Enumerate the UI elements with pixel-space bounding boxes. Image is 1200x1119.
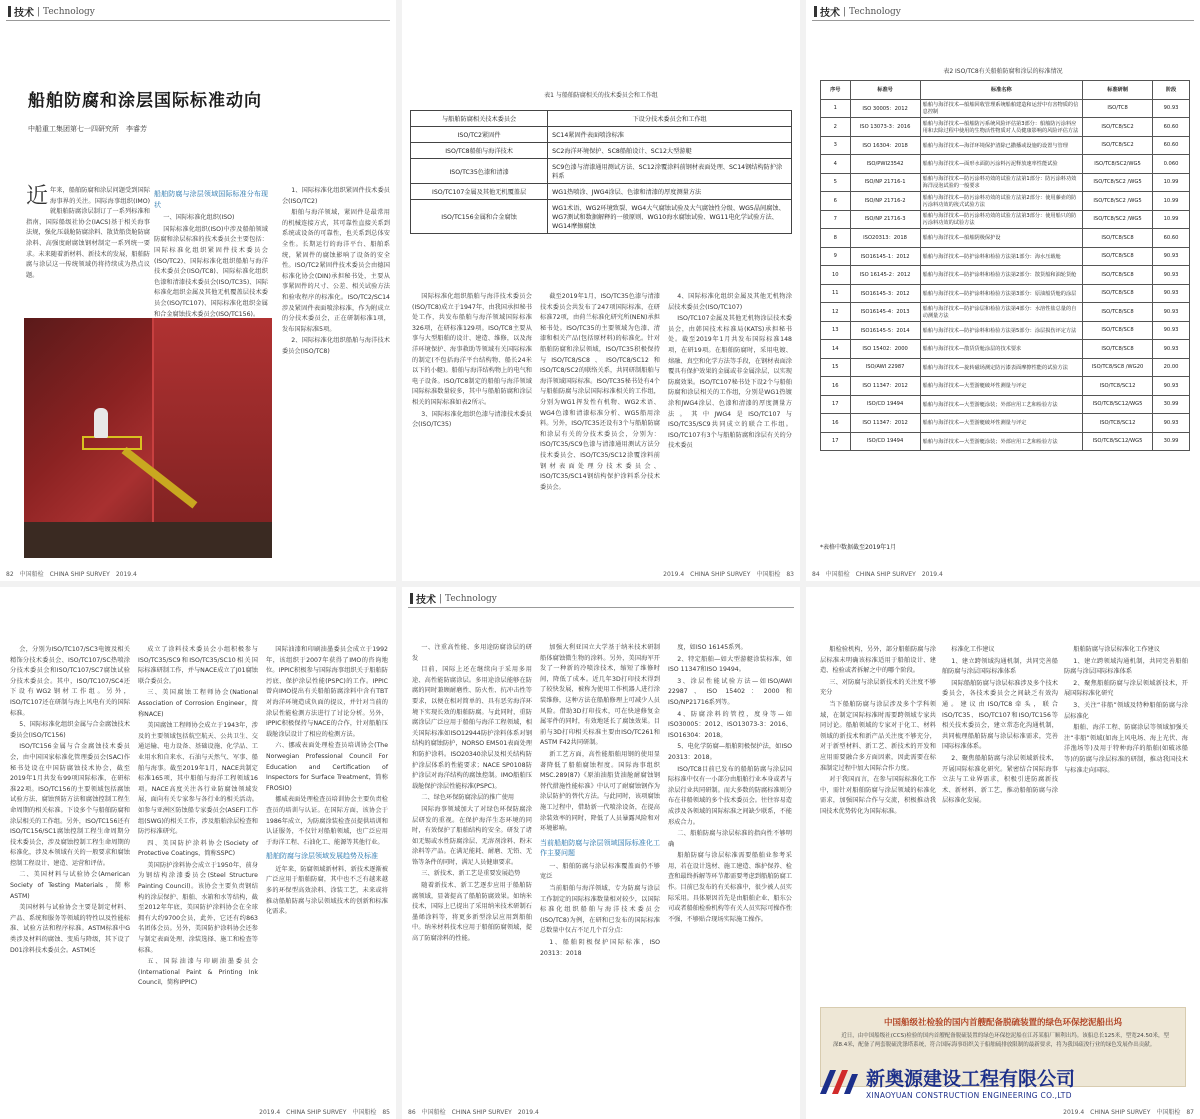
- table-cell: 13: [821, 321, 851, 340]
- ship-hull-painting-photo: [24, 318, 272, 558]
- table-cell: ISO 11347：2012: [850, 377, 920, 396]
- intro-text: 近年来，船舶防腐和涂层问题受到国际海事界的关注。国际海事组织(IMO)就船舶防腐涂层制订了一系列标准和指南，国际船级社协会(IACS)基于相关海事法规，强化压载舱防腐涂料、散货船货舱防腐涂料、高强度耐腐蚀钢材制定一系列统一要求。未来随着新材料、新技术的发展，船舶防腐与涂层这一传统领域仍将持续成为热点议题。: [26, 184, 150, 279]
- table-1: [410, 110, 792, 234]
- table-cell: 船舶与海洋技术—防污涂料功效的试验方法第3部分：使用船只的防污涂料功效的试验方法: [920, 210, 1082, 229]
- page-85: [0, 587, 396, 1119]
- news-body: 近日，由中国船级社(CCS)检验的国内首艘配备脱硫装置的绿色环保挖泥船在江苏某船厂顺利出坞。该船总长125米，型宽24.50米，型深8.4米，配备了两套脱硫洗涤塔系统，符合国际海事组织关于船舶硫排放限制的最新要求，将为我国疏浚行业的绿色发展作出贡献。: [833, 1033, 1169, 1048]
- table-row: [821, 266, 1190, 285]
- table-cell: ISO/TC8/SC8: [1082, 284, 1152, 303]
- article-byline: 中船重工集团第七一四研究所 李睿芳: [28, 125, 147, 133]
- table-cell: ISO/TC8/SC8: [1082, 321, 1152, 340]
- table-cell: ISO/TC8/SC2: [1082, 136, 1152, 155]
- col-3: 船舶防腐与涂层标准化工作建议 1、建立跨领域沟通机制，共同完善船舶防腐与涂层国际标准体系 2、聚焦船舶防腐与涂层领域新技术，开展国际标准化研究 3、关注“非船”领域及特种船舶防腐与涂层标准化 船舶、海洋工程、防腐涂层等领域加强关注“非船”领域(如海上风电场、海上光伏、海洋渔场等)及用于特种海洋的船舶(如破冰船等)的防腐与涂层标准的研制，推动我国技术与标准走向国际。: [1064, 646, 1188, 774]
- section-header: 技术 | Technology: [814, 4, 901, 19]
- section-header: 技术 | Technology: [410, 591, 497, 606]
- table-cell: 0.060: [1153, 155, 1190, 174]
- table-cell: 10.99: [1153, 173, 1190, 192]
- table-cell: 船舶与海洋技术—旋转磁场测定防污漆表面摩擦性能的试验方法: [920, 358, 1082, 377]
- col-3: 1、国际标准化组织紧固件技术委员会(ISO/TC2) 船舶与海洋领域，紧固件是最常用的机械连接方式，其可靠性直接关系到系统或设备的可靠性，也关系到总体安全性。长期运行的海洋平台、船舶系统，紧固件的腐蚀影响了设备的安全性。ISO/TC2紧固件技术委员会由德国标准化协会(DIN)承担秘书处，主要从事紧固件的尺寸、公差、相关试验方法和验收程序的标准化。ISO/TC2/SC14涉及紧固件表面喷涂标准，作为附成立的分技术委员会，正在研制标准1项，发布国际标准5项。 2、国际标准化组织船舶与海洋技术委员会(ISO/TC8): [282, 187, 390, 355]
- table-cell: ISO/NP 21716-3: [850, 210, 920, 229]
- col-2: 成立了涂料技术委员会小组积极参与ISO/TC35/SC9和ISO/TC35/SC10相关国际标准研制工作，并与NACE成立了J01腐蚀联合委员会。 三、美国腐蚀工程师协会(National Association of Corrosion Engineer，简称NACE) 美国腐蚀工程师协会成立于1943年，涉及的主要领域包括航空航天、公共卫生、交通运输、电力设备、基础设施、化学品、工业用水和自来水、石油与天然气、军事、船舶与海事。截至2019年1月，NACE共制定标准165项，其中船舶与海洋工程领域16项。NACE高度关注各行业防腐蚀领域发展，面向有关专家参与各行业的相关活动。如参与亚洲区防蚀船专家委员会(ASEF)工作组(SWG)的相关工作，涉及船舶涂层检查和防污标准研究。 四、美国防护涂料协会(Society of Protective Coatings，简称SSPC) 美国防护涂料协会成立于1950年，前身为钢结构涂漆委员会(Steel Structure Painting Council)。该协会主要负责钢结构的涂层保护、船舶、水箱和水等结构，截至2012年年底，美国防护涂料协会在全球拥有大约9700会员，此外，它还有约863名团体会员。另外，美国防护涂料协会还参与制定表面处理、涂装选择、施工和检查等标准。 五、国际油漆与印刷油墨委员会(International Paint & Printing Ink Council，简称IPPIC): [138, 646, 258, 987]
- table-row: [821, 192, 1190, 211]
- table-cell: 14: [821, 340, 851, 359]
- table-cell: ISO 13073-3：2016: [850, 118, 920, 137]
- table-cell: 60.60: [1153, 118, 1190, 137]
- table-row: [821, 155, 1190, 174]
- table-cell: 船舶与海洋技术—防护涂料和检验方法第2部分：散货船和油轮货舱: [920, 266, 1082, 285]
- table-cell: ISO/TC8/SC8: [1082, 303, 1152, 322]
- table-row: [821, 210, 1190, 229]
- table-cell: 10.99: [1153, 192, 1190, 211]
- table-cell: ISO/TC8: [1082, 99, 1152, 118]
- table-cell: ISO/TC8/SC8: [1082, 229, 1152, 248]
- page-86: [402, 587, 800, 1119]
- table-cell: 90.93: [1153, 377, 1190, 396]
- table-cell: 船舶与海洋技术—防护涂料和检验方法第1部分：海水压载舱: [920, 247, 1082, 266]
- table-row: [821, 118, 1190, 137]
- table-cell: 90.93: [1153, 284, 1190, 303]
- table-cell: 90.93: [1153, 247, 1190, 266]
- table-cell: ISO/TC8/SC2 /WG5: [1082, 210, 1152, 229]
- table-cell: 60.60: [1153, 136, 1190, 155]
- table-cell: ISO/TC8/SC12/WG5: [1082, 395, 1152, 414]
- table-cell: ISO/TC8/SC12: [1082, 414, 1152, 433]
- footer: 86 中国船检 CHINA SHIP SURVEY 2019.4: [408, 1109, 539, 1116]
- table-cell: 船舶与海洋技术—防污涂料功效的试验方法第2部分：使用藤壶的防污涂料功效的筏式试验方法: [920, 192, 1082, 211]
- table-cell: ISO/PWI23542: [850, 155, 920, 174]
- col-2: 船舶防腐与涂层领域国际标准分布现状 一、国际标准化组织(ISO) 国际标准化组织(ISO)中涉及船舶领域防腐和涂层标准的技术委员会主要包括：国际标准化组织紧固件技术委员会(ISO/TC2)、国际标准化组织船舶与海洋技术委员会(ISO/TC8)、国际标准化组织色漆和清漆技术委员会(ISO/TC35)、国际标准化组织金属及其他无机覆盖层技术委员会(ISO/TC107)、国际标准化组织金属和合金腐蚀技术委员会(ISO/TC156)。: [154, 190, 268, 318]
- footer: 84 中国船检 CHINA SHIP SURVEY 2019.4: [812, 571, 943, 578]
- table-cell: 8: [821, 229, 851, 248]
- table-cell: ISO/AWI 22987: [850, 358, 920, 377]
- col-3: 国际油漆和印刷油墨委员会成立于1992年，该组织于2007年获得了IMO的咨询地位。IPPIC积极参与国际海事组织关于船舶防污底、保护涂层性能(PSPC)的工作。IPPIC曾向IMO提出有关船舶防腐涂料中含有TBT对海洋环境造成负面的提议，并针对当前的涂层性能检测方法进行了讨论分析。另外，IPPIC积极保持与NACE的合作，针对船舶压载舱涂层设计了相应的检测方法。 六、挪威表面处理检查员培训协会(The Norwegian Professional Council For Education and Certification of Inspectors for Surface Treatment，简称FROSIO) 挪威表面处理检查员培训协会主要负责检查员的培训与认证。在国际方面，该协会于1986年成立，为防腐涂装检查员提供培训和认证服务，不仅针对船舶领域，也广泛应用于海洋工程、石油化工、能源等其他行业。 船舶防腐与涂层领域发展趋势及标准 近年来，防腐领域新材料、新技术逐渐被广泛应用于船舶防腐，其中也不乏有越来越多的环保型高效涂料、涂装工艺，未来或将推动船舶防腐与涂层领域技术的创新和标准化需求。: [266, 646, 388, 916]
- table-row: [821, 173, 1190, 192]
- table-cell: 船舶与海洋技术—大型游艇破坏性测量与评定: [920, 414, 1082, 433]
- table-cell: 90.93: [1153, 414, 1190, 433]
- col-2: 截至2019年1月，ISO/TC35色漆与清漆技术委员会共发布了247项国际标准，在研标准72项，由荷兰标准化研究所(NEN)承担秘书处。ISO/TC35的主要领域为色漆、清漆和相关产品(包括原材料)的标准化。针对船舶防腐和涂层领域，ISO/TC35积极保持与ISO/TC8/SC8、ISO/TC8/SC12和ISO/TC8/SC2的联络关系，共同研制船舶与海洋领域国际标准。ISO/TC35秘书处有4个与船舶防腐与涂层国际标准相关的工作组，分别为WG1挥发性有机物、WG2术语、WG4色漆和清漆标准分析、WG5船用涂料。另外，ISO/TC35还设有3个与船舶防腐和涂层有关的分技术委员会，分别为：ISO/TC35/SC9色漆与清漆通用测试方法分技术委员会、ISO/TC35/SC12涂覆涂料前钢材表面处理分技术委员会、ISO/TC35/SC14钢结构保护涂料系分技术委员会。: [540, 293, 660, 491]
- table-cell: 船舶与海洋技术—船舶回收管理系统船舶建造和运营中有害物质的信息控制: [920, 99, 1082, 118]
- col-1: 国际标准化组织船舶与海洋技术委员会(ISO/TC8)成立于1947年，由我国承担秘书处工作，共发布船舶与海洋领域国际标准326项，在研标准129项。ISO/TC8主要从事与大型船舶的设计、建造、维修，以及海洋环境保护、海事救助等领域有关国际标准的制定(不包括海洋平台结构物、船长24米以下的小艇)。船舶与海洋结构物上的电气和电子设备。ISO/TC8制定的船舶与海洋领域国际标准数量较多，其中与船舶防腐和涂层相关的国际标准如表2所示。 3、国际标准化组织色漆与清漆技术委员会(ISO/TC35): [412, 293, 532, 429]
- table-cell: ISO 11347：2012: [850, 414, 920, 433]
- table-row: [821, 284, 1190, 303]
- table-cell: 6: [821, 192, 851, 211]
- table-row: [821, 321, 1190, 340]
- section-header: 技术 | Technology: [8, 4, 95, 19]
- table-2: 序号 标准号 标准名称 标准研制 阶段 1 ISO 30005：2012 船舶与海洋技术—船舶回收管理系统船舶建造和运营中有害物质的信息控制 ISO/TC8 90.93 2 ISO 13073-3：2016 船舶与海洋技术—船舶防污系统风险评估第3部分：船舶防污涂料应用和去除过程中使用的生物活性物质对人员健康影响的风险评估方法 ISO/TC8/SC2 60.60 3 ISO 16304：2018 船舶与海洋技术—海洋环境保护清除已撒播或设施的设置与管理 ISO/TC8/SC2 60.60 4 ISO/PWI23542 船舶与海洋技术—面形水面防污涂料污泥释放速率性能试验 ISO/TC8/SC2/WG5 0.060 5 ISO/NP 21716-1 船舶与海洋技术—防污涂料功效的试验方法第1部分：防污涂料功效海洋浸泡试验的一般要求 ISO/TC8/SC2 /WG5 10.99 6 ISO/NP 21716-2 船舶与海洋技术—防污涂料功效的试验方法第2部分：使用藤壶的防污涂料功效的筏式试验方法 ISO/TC8/SC2 /WG5 10.99 7 ISO/NP 21716-3 船舶与海洋技术—防污涂料功效的试验方法第3部分：使用船只的防污涂料功效的试验方法 ISO/TC8/SC2 /WG5 10.99 8 ISO20313：2018 船舶与海洋技术—船舶阴极保护设 ISO/TC8/SC8 60.60 9 ISO16145-1：2012 船舶与海洋技术—防护涂料和检验方法第1部分：海水压载舱 ISO/TC8/SC8 90.93 10 ISO 16145-2：2012 船舶与海洋技术—防护涂料和检验方法第2部分：散货船和油轮货舱 ISO/TC8/SC8 90.93 11 ISO16145-3：2012 船舶与海洋技术—防护涂料和检验方法第3部分：原油船货舱的涂层 ISO/TC8/SC8 90.93 12 ISO16145-4：2013 船舶与海洋技术—防护涂层和检验方法第4部分：水溶性盐总量的自动测量方法 ISO/TC8/SC8 90.93 13 ISO16145-5：2014 船舶与海洋技术—防护涂料和检验方法第5部分：涂层损伤评定方法 ISO/TC8/SC8 90.93 14 ISO 15402：2000 船舶与海洋技术—散货货舱涂层的技术要求 ISO/TC8/SC8 90.93 15 ISO/AWI 22987 船舶与海洋技术—旋转磁场测定防污漆表面摩擦性能的试验方法 ISO/TC8/SC8 /WG20 20.00 16 ISO 11347：2012 船舶与海洋技术—大型游艇破坏性测量与评定 ISO/TC8/SC12 90.93 17 ISO/CD 19494 船舶与海洋技术—大型游艇涂装；外部应用工艺和检验方法 ISO/TC8/SC12/WG5 30.99 16 ISO 11347：2012 船舶与海洋技术—大型游艇破坏性测量与评定 ISO/TC8/SC12 90.93 17 ISO/CD 19494 船舶与海洋技术—大型游艇涂装；外部应用工艺和检验方法 ISO/TC8/SC12/WG5 30.99: [820, 80, 1190, 451]
- table-cell: ISO 16304：2018: [850, 136, 920, 155]
- table-cell: 90.93: [1153, 303, 1190, 322]
- page-83: [402, 0, 800, 581]
- footer: 2019.4 CHINA SHIP SURVEY 中国船检 83: [663, 571, 794, 578]
- table-row: ISO/TC2紧固件 SC14紧固件表面喷涂标准: [411, 127, 792, 143]
- table-cell: 船舶与海洋技术—大型游艇涂装；外部应用工艺和检验方法: [920, 395, 1082, 414]
- table-cell: ISO16145-4：2013: [850, 303, 920, 322]
- table-cell: ISO/TC8/SC8: [1082, 247, 1152, 266]
- col-2: 加强大利亚国立大学基于纳米技术研制船体腐蚀微生物的涂料。另外，美国海军开发了一种新的冷喷涂技术，缩短了维修时间，降低了成本。近几年3D打印技术得到了较快发展，被称为使用工作机器人进行涂装维修，这种方法在船舶修理上可减少人员风险。借助3D打印技术，可在快速修复金属零件的同时，有效地延长了腐蚀效果。目前与3D打印相关标准主要由ISO/TC261和ASTM F42共同研制。 新工艺方面，高性能船舶用钢的使用显著降低了船舶腐蚀程度。国际海事组织MSC.289(87)《原油油船货油舱耐腐蚀钢替代措施性能标准》中认可了耐腐蚀钢作为涂层防护的替代方法。与此同时，该项腐蚀施工过程中，借助新一代喷涂设备，在提高涂装效率的同时，降低了人员暴露风险和对环境影响。 当前船舶防腐与涂层领域国际标准化工作主要问题 一、船舶防腐与涂层标准覆盖面仍不够宽泛 当前船舶与海洋领域，专为防腐与涂层工作制定的国际标准数量相对较少，以国际标准化组织船舶与海洋技术委员会(ISO/TC8)为例，在研和已发布的国际标准总数量中仅占不足几个百分点： 1、船舶阴极保护国际标准，ISO 20313：2018: [540, 644, 660, 957]
- table2-caption: 表2 ISO/TC8有关船舶防腐和涂层的标准情况: [943, 68, 1063, 75]
- article-title: 船舶防腐和涂层国际标准动向: [28, 91, 262, 111]
- table-cell: 15: [821, 358, 851, 377]
- table-cell: 12: [821, 303, 851, 322]
- table1-caption: 表1 与船舶防腐相关的技术委员会和工作组: [544, 92, 658, 99]
- table-row: ISO/TC156金属和合金腐蚀 WG1术语、WG2环境致裂、WG4大气腐蚀试验及大气腐蚀性分级、WG5晶间腐蚀、WG7测试和数据解释的一般原则、WG10海水腐蚀试验、WG11电化学试验方法、WG14摩擦腐蚀: [411, 200, 792, 234]
- table-cell: 5: [821, 173, 851, 192]
- table-cell: 60.60: [1153, 229, 1190, 248]
- company-watermark-logo: [816, 1064, 1075, 1100]
- table-row: [821, 414, 1190, 433]
- table-cell: ISO16145-1：2012: [850, 247, 920, 266]
- table-cell: 4: [821, 155, 851, 174]
- table-row: [821, 229, 1190, 248]
- table-cell: ISO16145-3：2012: [850, 284, 920, 303]
- table-cell: 17: [821, 432, 851, 451]
- table-cell: 船舶与海洋技术—防护涂层和检验方法第4部分：水溶性盐总量的自动测量方法: [920, 303, 1082, 322]
- footer: 2019.4 CHINA SHIP SURVEY 中国船检 87: [1063, 1109, 1194, 1116]
- table-header: 与船舶防腐相关技术委员会: [411, 111, 548, 127]
- table-cell: ISO/TC8/SC8: [1082, 266, 1152, 285]
- table-row: [821, 377, 1190, 396]
- table-cell: 90.93: [1153, 99, 1190, 118]
- col-1: 会，分别为ISO/TC107/SC3电镀及相关精饰分技术委员会、ISO/TC107/SC热喷涂分技术委员会和ISO/TC107/SC7腐蚀试验分技术委员会。其中，ISO/TC107/SC4还下设有WG2钢材工作组。另外，ISO/TC107还在研制与海上风电有关的国际标准。 5、国际标准化组织金属与合金腐蚀技术委员会(ISO/TC156) ISO/TC156金属与合金腐蚀技术委员会，由中国国家标准化管理委员会(SAC)作秘书处设在中国防腐蚀技术协会，截至2019年1月共发布99项国际标准，在研标准22项。ISO/TC156的主要领域包括腐蚀试验方法、腐蚀预防方法和腐蚀控制工程生命周期的相关标准。下设多个与船舶防腐和涂层相关的工作组。另外，ISO/TC156还有ISO/TC156/SC1腐蚀控制工程生命周期分技术委员会，涉及腐蚀控制工程生命周期的标准化，涉及本领域有关的一般要求和腐蚀控制工程设计、建造、运营和评估。 二、美国材料与试验协会(American Society of Testing Materials，简称ASTM) 美国材料与试验协会主要是制定材料、产品、系统和服务等领域的特性以及性能标准、试验方法和程序标准。ASTM标准中G类涉及材料的腐蚀、变质与降级，其下设了D01涂料技术委员会。ASTM还: [10, 646, 130, 954]
- table-cell: 11: [821, 284, 851, 303]
- section-heading: 船舶防腐与涂层领域发展趋势及标准: [266, 852, 378, 861]
- table-row: ISO/TC35色漆和清漆 SC9色漆与清漆通用测试方法、SC12涂覆涂料前钢材表面处理、SC14钢结构防护涂料系: [411, 159, 792, 184]
- table-cell: 16: [821, 414, 851, 433]
- table-note: *表格中数据截至2019年1月: [820, 544, 897, 551]
- page-87: [806, 587, 1200, 1119]
- table-cell: 船舶与海洋技术—防护涂料和检验方法第3部分：原油船货舱的涂层: [920, 284, 1082, 303]
- col-3: 度，如ISO 16145系列。 2、特定船舶—如大型游艇涂装标准，如ISO 11347和ISO 19494。 3、涂层性能试验方法—如ISO/AWI 22987、ISO 15402：2000和ISO/NP21716系列等。 4、防腐涂料的管控，度身等—如ISO30005：2012、ISO13073-3：2016、ISO16304：2018。 5、电化学防腐—船舶阴极保护法，如ISO 20313：2018。 ISO/TC8目前已发布的船舶防腐与涂层国际标准中仅有一小部分由船舶行业本身或者与涂层行业共同研制。而大多数的防腐标准则分布在非船领域的多个技术委员会。往往容易造成涉及各领域的国际标准之间缺少联系，不能形成合力。 二、船舶防腐与涂层标准的指向性不够明确 船舶防腐与涂层标准需要船舶业参考采用，若在设计选材、施工建造、维护保养、检查和最终拆解等环节都需要考虑到船舶防腐工作。目前已发布的有关标准中，很少被人员实际采用。具体原因首先是由船舶企业、船东公司或者船舶检验机构等有关人员实际可操作性不强，不够贴合现场实际施工操作。: [668, 644, 792, 923]
- table-cell: 17: [821, 395, 851, 414]
- table-cell: ISO/CD 19494: [850, 395, 920, 414]
- table-row: [821, 247, 1190, 266]
- table-row: [821, 136, 1190, 155]
- table-cell: ISO/TC8/SC2 /WG5: [1082, 192, 1152, 211]
- table-cell: 船舶与海洋技术—大型游艇涂装；外部应用工艺和检验方法: [920, 432, 1082, 451]
- news-title: 中国船级社检验的国内首艘配备脱硫装置的绿色环保挖泥船出坞: [883, 1018, 1122, 1028]
- table-row: [821, 303, 1190, 322]
- table-header: 下设分技术委员会和工作组: [548, 111, 792, 127]
- table-cell: 30.99: [1153, 432, 1190, 451]
- table-cell: ISO/TC8/SC2: [1082, 118, 1152, 137]
- table-cell: ISO/TC8/SC8 /WG20: [1082, 358, 1152, 377]
- page-82: [0, 0, 396, 581]
- table-cell: ISO/TC8/SC2/WG5: [1082, 155, 1152, 174]
- table-cell: 船舶与海洋技术—面形水面防污涂料污泥释放速率性能试验: [920, 155, 1082, 174]
- table-cell: ISO 30005：2012: [850, 99, 920, 118]
- col-2: 标准化工作建议 1、建立跨领域沟通机制，共同完善船舶防腐与涂层国际标准体系 国际船舶防腐与涂层标准涉及多个技术委员会，各技术委员会之间缺乏有效沟通。建议由ISO/TC8牵头，联合ISO/TC35、ISO/TC107和ISO/TC156等相关技术委员会，建立常态化沟通机制，共同梳理船舶防腐与涂层标准需求，完善国际标准体系。 2、聚焦船舶防腐与涂层领域新技术，开展国际标准化研究。紧密结合国际海事立法与工业界需求，积极引进防腐新技术、新材料、新工艺，推动船舶防腐与涂层标准化发展。: [942, 646, 1058, 805]
- footer: 2019.4 CHINA SHIP SURVEY 中国船检 85: [259, 1109, 390, 1116]
- section-heading: 船舶防腐与涂层领域国际标准分布现状: [154, 190, 268, 209]
- table-cell: ISO/TC8/SC12/WG5: [1082, 432, 1152, 451]
- table-cell: ISO/NP 21716-1: [850, 173, 920, 192]
- table-cell: ISO/TC8/SC2 /WG5: [1082, 173, 1152, 192]
- page-84: [806, 0, 1200, 581]
- table-cell: ISO/NP 21716-2: [850, 192, 920, 211]
- col-1: 一、注重高性能、多用途防腐涂层的研发 目前，国际上还在继续向于采用多用途、高性能防腐涂层。多用途涂层能够在防腐的同时兼顾耐磨性、防火性、抗冲击性等要求，以便在相对简单的、具有恶劣海洋环境下实现长效的船舶防腐。与此同时，重防腐涂层广泛应用于船舶与海洋工程领域，相关国际标准如ISO12944防护涂料体系对钢结构的腐蚀防护，NORSO EM501表面处理和防护涂料。ISO20340涂层及相关结构防护涂层体系的性能要求；NACE SP0108防护涂层对海洋结构的腐蚀控制。IMO船舶压载舱保护涂层性能标准(PSPC)。 二、绿色环保防腐涂层的推广使用 国际海事领域加大了对绿色环保防腐涂层研发的重视。在保护海洋生态环境的同时，有效保护了船舶结构的安全。研发了诸如无锡或水性防腐涂层、无溶剂涂料、粉末涂料等产品。在满足能耗、耐磨、无铅、无铬等条件的同时，满足人员健康要求。 三、新技术、新工艺是重要发展趋势 随着新技术、新工艺逐步应用于船舶防腐领域，显著提高了船舶防腐效果。如纳米技术，国际上已提出了采用纳米技术研制石墨烯涂料等，将更多新型涂层应用到船舶中。纳米材料技术应用于船舶防腐领域，提高了防腐涂料的性能。: [412, 644, 532, 943]
- table-cell: 3: [821, 136, 851, 155]
- table-cell: 船舶与海洋技术—船舶阴极保护设: [920, 229, 1082, 248]
- table-row: [821, 395, 1190, 414]
- table-cell: 船舶与海洋技术—散货货舱涂层的技术要求: [920, 340, 1082, 359]
- table-cell: ISO/CD 19494: [850, 432, 920, 451]
- footer: 82 中国船检 CHINA SHIP SURVEY 2019.4: [6, 571, 137, 578]
- table-cell: ISO/TC8/SC8: [1082, 340, 1152, 359]
- table-cell: 90.93: [1153, 340, 1190, 359]
- table-cell: 7: [821, 210, 851, 229]
- col-3: 4、国际标准化组织金属及其他无机物涂层技术委员会(ISO/TC107) ISO/TC107金属及其他无机物涂层技术委员会，由韩国技术标准局(KATS)承担秘书处。截至2019年1月共发布国际标准148项，在研19项。在船舶防腐时，采用电镀、熔融、真空和化学方法等手段，在钢材表面涂覆具有保护效果的金属或非金属涂层，以实现防腐效果。ISO/TC107秘书处下设2个与船舶防腐和涂层相关的工作组，分别是WG1热镀涂和JWG4涂层、色漆和清漆的厚度测量方法。其中JWG4是ISO/TC107与ISO/TC35/SC9共同成立的联合工作组。ISO/TC107有3个与船舶防腐和涂层有关的分技术委员: [668, 293, 792, 450]
- table-cell: 9: [821, 247, 851, 266]
- table-cell: 16: [821, 377, 851, 396]
- table-row: [821, 340, 1190, 359]
- table-cell: 1: [821, 99, 851, 118]
- table-cell: ISO 15402：2000: [850, 340, 920, 359]
- table-cell: 船舶与海洋技术—防护涂料和检验方法第5部分：涂层损伤评定方法: [920, 321, 1082, 340]
- section-heading: 当前船舶防腐与涂层领域国际标准化工作主要问题: [540, 838, 660, 858]
- table-cell: 2: [821, 118, 851, 137]
- table-cell: 10.99: [1153, 210, 1190, 229]
- table-cell: ISO20313：2018: [850, 229, 920, 248]
- table-cell: 船舶与海洋技术—船舶防污系统风险评估第3部分：船舶防污涂料应用和去除过程中使用的生物活性物质对人员健康影响的风险评估方法: [920, 118, 1082, 137]
- company-logo-icon: [816, 1064, 860, 1100]
- table-cell: 90.93: [1153, 266, 1190, 285]
- table-row: [821, 99, 1190, 118]
- table-row: ISO/TC107金属及其他无机覆盖层 WG1热喷涂、JWG4涂层、色漆和清漆的厚度测量方法: [411, 184, 792, 200]
- table-row: [821, 432, 1190, 451]
- company-name-en: XINAOYUAN CONSTRUCTION ENGINEERING CO.,LTD: [866, 1091, 1072, 1100]
- company-name-cn: 新奥源建设工程有限公司: [866, 1068, 1076, 1090]
- table-cell: 30.99: [1153, 395, 1190, 414]
- table-cell: 10: [821, 266, 851, 285]
- table-cell: ISO16145-5：2014: [850, 321, 920, 340]
- table-cell: 船舶与海洋技术—大型游艇破坏性测量与评定: [920, 377, 1082, 396]
- table-cell: 船舶与海洋技术—防污涂料功效的试验方法第1部分：防污涂料功效海洋浸泡试验的一般要求: [920, 173, 1082, 192]
- table-cell: 90.93: [1153, 321, 1190, 340]
- table-cell: 船舶与海洋技术—海洋环境保护清除已撒播或设施的设置与管理: [920, 136, 1082, 155]
- table-cell: 20.00: [1153, 358, 1190, 377]
- table-row: [821, 358, 1190, 377]
- table-cell: ISO 16145-2：2012: [850, 266, 920, 285]
- table-row: ISO/TC8船舶与海洋技术 SC2海洋环境保护、SC8船舶设计、SC12大型游艇: [411, 143, 792, 159]
- col-1: 船检验机构，另外，部分船舶防腐与涂层标准未明确该标准适用于船舶设计、建造、检验或者拆解之中的哪个阶段。 三、对防腐与涂层新技术的关注度不够充分 当下船舶防腐与涂层涉及多个学科领域，在制定国际标准时需要跨领域专家共同讨论。船舶领域的专家对于化工、材料领域的新技术和新产品关注度不够充分，对于新型材料、新工艺、新技术的开发和应用需要融合多方面因素，因此需要在标准制定过程中加大国际合作力度。 对于我国而言，在参与国际标准化工作中，需针对船舶防腐与涂层领域的标准化需求，加强国际合作与交流，积极推动我国技术优势转化为国际标准。: [820, 646, 936, 815]
- table-cell: ISO/TC8/SC12: [1082, 377, 1152, 396]
